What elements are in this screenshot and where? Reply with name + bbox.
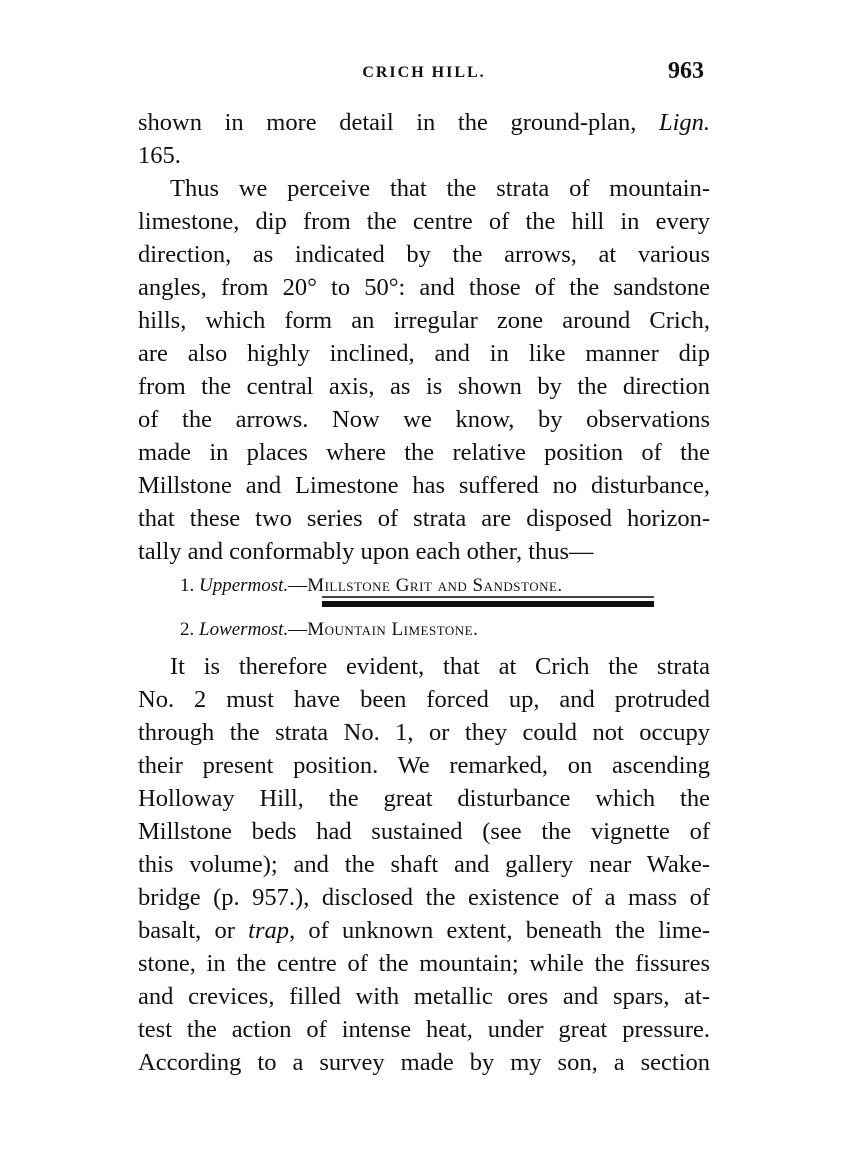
text-line: from the central axis, as is shown by the direction xyxy=(138,373,710,400)
running-head: CRICH HILL. xyxy=(362,64,486,81)
text-line: made in places where the relative position of the xyxy=(138,439,710,466)
strata-label: Lowermost. xyxy=(199,619,289,640)
page-header xyxy=(138,58,710,90)
text-line: direction, as indicated by the arrows, at various xyxy=(138,241,710,268)
text-line: that these two series of strata are disposed horizon- xyxy=(138,505,710,532)
strata-dash: — xyxy=(288,575,308,596)
strata-number: 2. xyxy=(180,619,195,640)
strata-label: Uppermost. xyxy=(199,575,289,596)
text-line: test the action of intense heat, under great pressure. xyxy=(138,1016,710,1043)
text-line: bridge (p. 957.), disclosed the existence of a mass of xyxy=(138,884,710,911)
text-run: basalt, or xyxy=(138,917,249,944)
text-line: angles, from 20° to 50°: and those of the sandstone xyxy=(138,274,710,301)
text-line: Millstone beds had sustained (see the vignette of xyxy=(138,818,710,845)
text-line: Thus we perceive that the strata of mountain- xyxy=(170,175,710,202)
strata-number: 1. xyxy=(180,575,195,596)
italic-term: trap, xyxy=(248,917,296,944)
text-line: limestone, dip from the centre of the hill in every xyxy=(138,208,710,235)
text-run: shown in more detail in the ground-plan, xyxy=(138,109,659,136)
text-line: Millstone and Limestone has suffered no disturbance, xyxy=(138,472,710,499)
text-line: this volume); and the shaft and gallery near Wake- xyxy=(138,851,710,878)
text-line: hills, which form an irregular zone around Crich, xyxy=(138,307,710,334)
text-line: It is therefore evident, that at Crich the strata xyxy=(170,653,710,680)
text-line: are also highly inclined, and in like manner dip xyxy=(138,340,710,367)
strata-divider-thin xyxy=(322,596,654,598)
text-line: stone, in the centre of the mountain; while the fissures xyxy=(138,950,710,977)
italic-reference: Lign. xyxy=(658,109,710,136)
text-line: and crevices, filled with metallic ores and spars, at- xyxy=(138,983,710,1010)
text-line: According to a survey made by my son, a section xyxy=(138,1049,710,1076)
text-run: of unknown extent, beneath the lime- xyxy=(295,917,710,944)
text-line: their present position. We remarked, on ascending xyxy=(138,752,710,779)
page-number: 963 xyxy=(668,58,704,84)
text-line xyxy=(138,914,710,948)
text-line: No. 2 must have been forced up, and protruded xyxy=(138,686,710,713)
text-line: 165. xyxy=(138,142,181,169)
strata-name: Millstone Grit and Sandstone. xyxy=(307,575,563,596)
strata-divider-bar xyxy=(322,601,654,607)
text-line xyxy=(138,106,710,140)
strata-item-lowermost xyxy=(180,617,478,643)
text-line: of the arrows. Now we know, by observations xyxy=(138,406,710,433)
strata-name: Mountain Limestone. xyxy=(307,619,479,640)
text-line: tally and conformably upon each other, thus— xyxy=(138,538,594,565)
text-line: Holloway Hill, the great disturbance which the xyxy=(138,785,710,812)
text-line: through the strata No. 1, or they could not occupy xyxy=(138,719,710,746)
strata-dash: — xyxy=(288,619,308,640)
